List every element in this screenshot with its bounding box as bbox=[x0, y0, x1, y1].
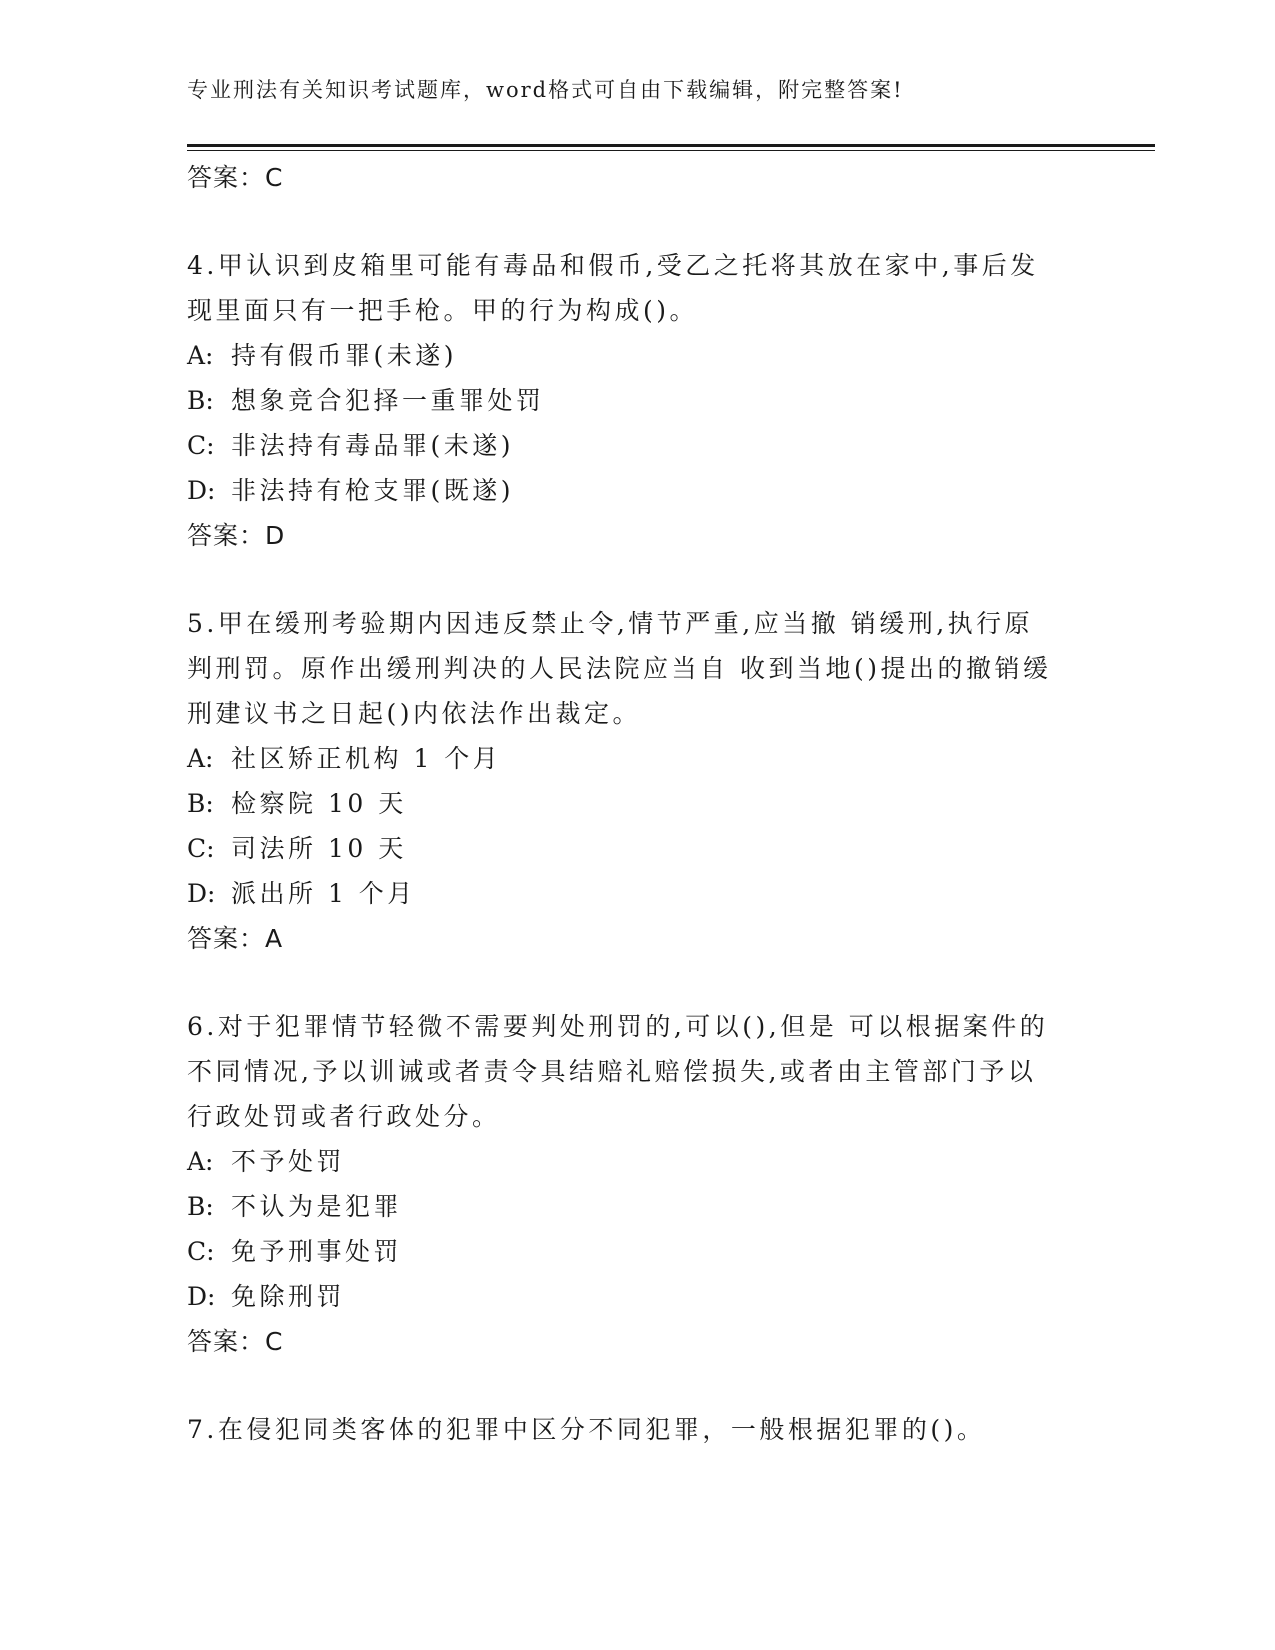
header-rule-thin bbox=[187, 150, 1155, 151]
question-block bbox=[187, 1004, 1087, 1365]
option-label: D: bbox=[187, 476, 216, 505]
question-list bbox=[187, 243, 1087, 1452]
answer-line: 答案：D bbox=[187, 521, 286, 550]
option-item bbox=[187, 378, 1087, 423]
option-text: 不认为是犯罪 bbox=[231, 1192, 403, 1221]
option-label: B: bbox=[187, 386, 214, 415]
option-label: A: bbox=[187, 744, 214, 773]
option-label: C: bbox=[187, 431, 215, 460]
option-text: 持有假币罪(未遂) bbox=[231, 341, 458, 370]
option-item bbox=[187, 1139, 1087, 1184]
option-text: 免除刑罚 bbox=[231, 1282, 346, 1311]
option-item bbox=[187, 468, 1087, 513]
question-stem-line: 不同情况,予以训诫或者责令具结赔礼赔偿损失,或者由主管部门予以 bbox=[187, 1057, 1037, 1086]
question-block bbox=[187, 243, 1087, 559]
question-stem-line: 6.对于犯罪情节轻微不需要判处刑罚的,可以(),但是 可以根据案件的 bbox=[187, 1012, 1049, 1041]
question-stem-line: 行政处罚或者行政处分。 bbox=[187, 1102, 501, 1131]
question-stem-line: 刑建议书之日起()内依法作出裁定。 bbox=[187, 699, 642, 728]
answer-line: 答案：C bbox=[187, 163, 284, 192]
option-text: 派出所 1 个月 bbox=[231, 879, 416, 908]
option-item bbox=[187, 423, 1087, 468]
option-item bbox=[187, 871, 1087, 916]
question-stem-line: 判刑罚。原作出缓刑判决的人民法院应当自 收到当地()提出的撤销缓 bbox=[187, 654, 1052, 683]
header-rule-thick bbox=[187, 144, 1155, 147]
option-text: 不予处罚 bbox=[231, 1147, 346, 1176]
answer-line: 答案：A bbox=[187, 924, 284, 953]
option-label: B: bbox=[187, 1192, 214, 1221]
option-text: 社区矫正机构 1 个月 bbox=[231, 744, 502, 773]
question-stem-line: 现里面只有一把手枪。甲的行为构成()。 bbox=[187, 296, 699, 325]
question-block bbox=[187, 1407, 1087, 1452]
question-stem-line: 7.在侵犯同类客体的犯罪中区分不同犯罪，一般根据犯罪的()。 bbox=[187, 1415, 986, 1444]
option-item bbox=[187, 826, 1087, 871]
option-item bbox=[187, 1274, 1087, 1319]
question-stem-line: 4.甲认识到皮箱里可能有毒品和假币,受乙之托将其放在家中,事后发 bbox=[187, 251, 1039, 280]
question-block bbox=[187, 601, 1087, 962]
option-label: D: bbox=[187, 879, 216, 908]
answer-line: 答案：C bbox=[187, 1327, 284, 1356]
option-label: C: bbox=[187, 1237, 215, 1266]
option-item bbox=[187, 781, 1087, 826]
question-stem-line: 5.甲在缓刑考验期内因违反禁止令,情节严重,应当撤 销缓刑,执行原 bbox=[187, 609, 1034, 638]
option-text: 想象竞合犯择一重罪处罚 bbox=[231, 386, 545, 415]
option-label: C: bbox=[187, 834, 215, 863]
document-body bbox=[187, 155, 1087, 1452]
option-text: 司法所 10 天 bbox=[231, 834, 407, 863]
option-label: A: bbox=[187, 1147, 214, 1176]
option-text: 非法持有毒品罪(未遂) bbox=[231, 431, 515, 460]
option-item bbox=[187, 1184, 1087, 1229]
option-text: 免予刑事处罚 bbox=[231, 1237, 403, 1266]
option-label: B: bbox=[187, 789, 214, 818]
option-label: D: bbox=[187, 1282, 216, 1311]
option-item bbox=[187, 1229, 1087, 1274]
page-header: 专业刑法有关知识考试题库，word格式可自由下载编辑，附完整答案! bbox=[187, 78, 904, 102]
option-text: 非法持有枪支罪(既遂) bbox=[231, 476, 515, 505]
option-text: 检察院 10 天 bbox=[231, 789, 407, 818]
option-item bbox=[187, 736, 1087, 781]
option-label: A: bbox=[187, 341, 214, 370]
option-item bbox=[187, 333, 1087, 378]
